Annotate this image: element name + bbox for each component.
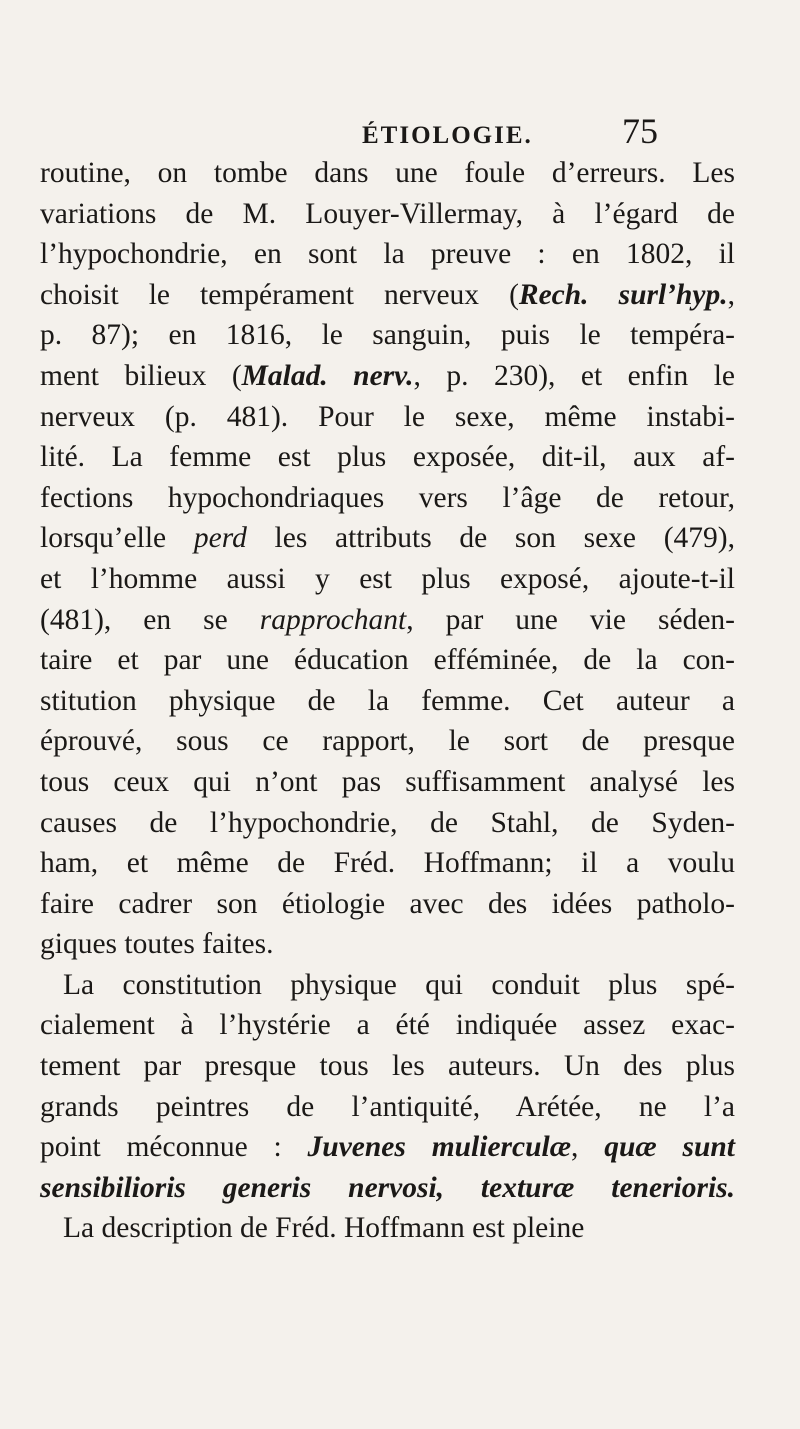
- text-run: ,: [727, 278, 735, 311]
- page-number: 75: [622, 111, 658, 151]
- text-line: lité. La femme est plus exposée, dit-il, aux af-: [40, 441, 735, 474]
- citation-italic: Rech. surl’hyp.: [518, 278, 728, 311]
- text-line: La description de Fréd. Hoffmann est pleine: [63, 1212, 585, 1245]
- citation-italic: Malad. nerv.: [241, 359, 414, 392]
- text-run: point méconnue :: [40, 1131, 308, 1164]
- text-line: [40, 1168, 735, 1209]
- emphasis-italic: perd: [193, 522, 247, 555]
- text-run: , p. 230), et enfin le: [413, 359, 735, 392]
- text-line: fections hypochondriaques vers l’âge de retour,: [40, 481, 735, 514]
- paragraph: [40, 1208, 735, 1249]
- text-line: La constitution physique qui conduit plus spé-: [63, 968, 735, 1001]
- text-line: causes de l’hypochondrie, de Stahl, de Syden-: [40, 806, 735, 839]
- text-run: lorsqu’elle: [40, 522, 194, 555]
- text-line: nerveux (p. 481). Pour le sexe, même instabi-: [40, 400, 735, 433]
- latin-quote: quæ sunt: [604, 1131, 735, 1164]
- text-line: [40, 600, 735, 641]
- running-title: ÉTIOLOGIE.: [362, 122, 533, 149]
- text-run: choisit le tempérament nerveux (: [40, 278, 519, 311]
- text-line: giques toutes faites.: [40, 928, 274, 961]
- text-line: [40, 275, 735, 316]
- latin-quote: sensibilioris generis nervosi, texturæ tenerioris.: [40, 1171, 735, 1204]
- text-run: les attributs de son sexe (479),: [246, 522, 736, 555]
- body-text: [40, 153, 735, 1249]
- text-line: variations de M. Louyer-Villermay, à l’égard de: [40, 197, 735, 230]
- text-line: p. 87); en 1816, le sanguin, puis le tempéra-: [40, 319, 735, 352]
- latin-quote: Juvenes mulierculæ: [307, 1131, 572, 1164]
- text-line: [40, 356, 735, 397]
- text-line: cialement à l’hystérie a été indiquée assez exac-: [40, 1009, 735, 1042]
- text-line: taire et par une éducation efféminée, de la con-: [40, 644, 735, 677]
- emphasis-italic: rapprochant: [259, 603, 407, 636]
- text-line: tement par presque tous les auteurs. Un des plus: [40, 1050, 735, 1083]
- text-line: grands peintres de l’antiquité, Arétée, ne l’a: [40, 1090, 735, 1123]
- paragraph: [40, 153, 735, 965]
- paragraph: [40, 965, 735, 1209]
- text-run: (481), en se: [40, 603, 260, 636]
- text-line: [40, 518, 735, 559]
- text-line: ham, et même de Fréd. Hoffmann; il a voulu: [40, 847, 735, 880]
- text-run: ment bilieux (: [40, 359, 242, 392]
- text-run: ,: [571, 1131, 605, 1164]
- text-line: et l’homme aussi y est plus exposé, ajoute-t-il: [40, 562, 735, 595]
- text-line: l’hypochondrie, en sont la preuve : en 1802, il: [40, 238, 735, 271]
- text-line: tous ceux qui n’ont pas suffisamment analysé les: [40, 765, 735, 798]
- text-line: routine, on tombe dans une foule d’erreurs. Les: [40, 157, 735, 189]
- text-run: , par une vie séden-: [406, 603, 735, 636]
- text-line: [40, 1127, 735, 1168]
- text-line: éprouvé, sous ce rapport, le sort de presque: [40, 725, 735, 758]
- text-line: faire cadrer son étiologie avec des idées patholo-: [40, 887, 735, 920]
- text-line: stitution physique de la femme. Cet auteur a: [40, 684, 735, 717]
